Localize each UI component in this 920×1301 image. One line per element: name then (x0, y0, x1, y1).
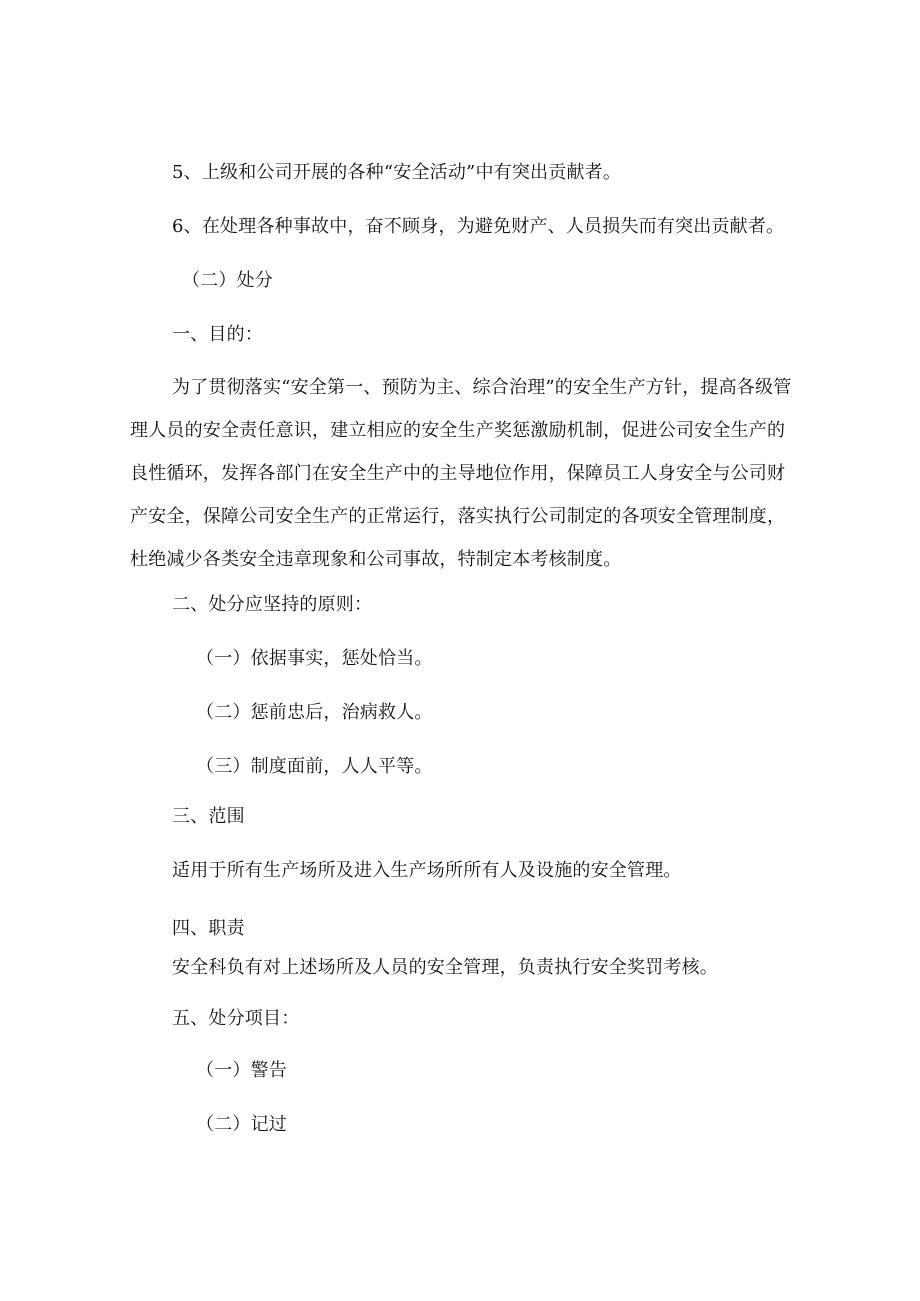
section-punishment-heading: （二）处分 (182, 270, 273, 291)
principle-item-2: （二）惩前忠后，治病救人。 (196, 702, 433, 723)
principle-item-3: （三）制度面前，人人平等。 (196, 756, 433, 777)
duties-body: 安全科负有对上述场所及人员的安全管理，负责执行安全奖罚考核。 (172, 957, 718, 978)
principles-heading: 二、处分应坚持的原则： (172, 594, 373, 615)
item-5-text: 5、上级和公司开展的各种“安全活动”中有突出贡献者。 (172, 162, 622, 183)
projects-heading: 五、处分项目： (172, 1008, 300, 1029)
principle-item-1: （一）依据事实，惩处恰当。 (196, 648, 433, 669)
project-item-2: （二）记过 (196, 1114, 287, 1135)
project-item-1: （一）警告 (196, 1060, 287, 1081)
scope-heading: 三、范围 (172, 806, 245, 827)
scope-body: 适用于所有生产场所及进入生产场所所有人及设施的安全管理。 (172, 860, 682, 881)
item-6-text: 6、在处理各种事故中，奋不顾身，为避免财产、人员损失而有突出贡献者。 (172, 216, 785, 237)
purpose-paragraph: 为了贯彻落实“安全第一、预防为主、综合治理”的安全生产方针，提高各级管理人员的安全责任意识，建立相应的安全生产奖惩激励机制，促进公司安全生产的良性循环，发挥各部门在安全生产中的主导地位作用，保障员工人身安全与公司财产安全，保障公司安全生产的正常运行，落实执行公司制定的各项安全管理制度，杜绝减少各类安全违章现象和公司事故，特制定本考核制度。 (130, 377, 792, 570)
duties-heading: 四、职责 (172, 918, 245, 939)
purpose-heading: 一、目的： (172, 324, 263, 345)
